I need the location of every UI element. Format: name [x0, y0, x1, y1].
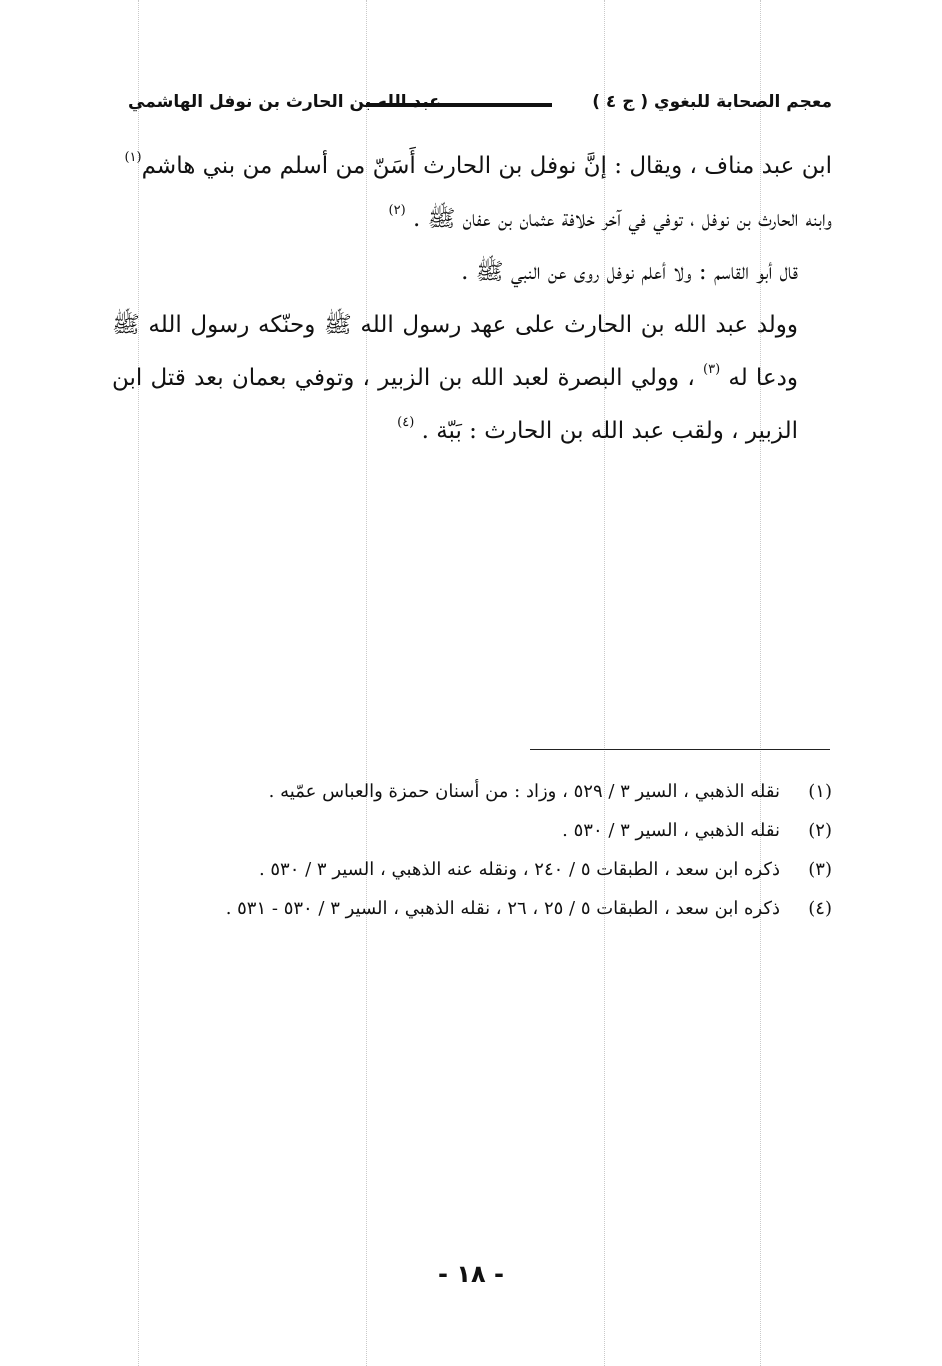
- paragraph-text: ابن عبد مناف ، ويقال : إنَّ نوفل بن الحارث أَسَنّ من أسلم من بني هاشم: [141, 153, 832, 179]
- footnote-ref: (٢): [388, 203, 406, 218]
- footnote-text: ذكره ابن سعد ، الطبقات ٥ / ٢٤٠ ، ونقله عنه الذهبي ، السير ٣ / ٥٣٠ .: [258, 859, 780, 880]
- paragraph-text: وولد عبد الله بن الحارث على عهد رسول الله ﷺ وحنّكه رسول الله ﷺ ودعا له: [112, 312, 799, 391]
- footnote-ref: (٣): [703, 362, 721, 377]
- footnote-number: (٣): [808, 859, 832, 880]
- page-number: - ١٨ -: [438, 1260, 504, 1288]
- footnote-text: نقله الذهبي ، السير ٣ / ٥٢٩ ، وزاد : من أسنان حمزة والعباس عمّيه .: [268, 781, 780, 802]
- footnote: [120, 772, 832, 811]
- header-entry-title: عبد الله بن الحارث بن نوفل الهاشمي: [128, 92, 441, 112]
- paragraph-text: ، وولي البصرة لعبد الله بن الزبير ، وتوفي بعمان بعد قتل ابن الزبير ، ولقب عبد الله بن الحارث : بَبّة .: [112, 365, 798, 444]
- footnote-number: (٤): [808, 898, 832, 919]
- paragraph-text: وابنه الحارث بن نوفل ، توفي في آخر خلافة عثمان بن عفان ﷺ .: [412, 206, 832, 232]
- footnote-number: (١): [808, 781, 832, 802]
- main-text: [112, 140, 832, 458]
- paragraph: [112, 193, 832, 246]
- footnote-ref: (٤): [397, 415, 415, 430]
- paragraph-text: قال أبو القاسم : ولا أعلم نوفل روى عن النبي ﷺ .: [461, 259, 798, 285]
- paragraph: [112, 246, 832, 299]
- footnote-text: نقله الذهبي ، السير ٣ / ٥٣٠ .: [562, 820, 780, 841]
- paragraph: [112, 299, 832, 458]
- footnote: [120, 850, 832, 889]
- footnotes: [120, 772, 832, 928]
- footnote: [120, 889, 832, 928]
- paragraph: [112, 140, 832, 193]
- header-book-title: معجم الصحابة للبغوي ( ج ٤ ): [592, 92, 832, 112]
- footnote-text: ذكره ابن سعد ، الطبقات ٥ / ٢٥ ، ٢٦ ، نقله الذهبي ، السير ٣ / ٥٣٠ - ٥٣١ .: [225, 898, 780, 919]
- footnote-separator: [530, 749, 830, 750]
- footnote-ref: (١): [124, 150, 142, 165]
- footnote: [120, 811, 832, 850]
- running-header: [128, 92, 832, 122]
- footnote-number: (٢): [808, 820, 832, 841]
